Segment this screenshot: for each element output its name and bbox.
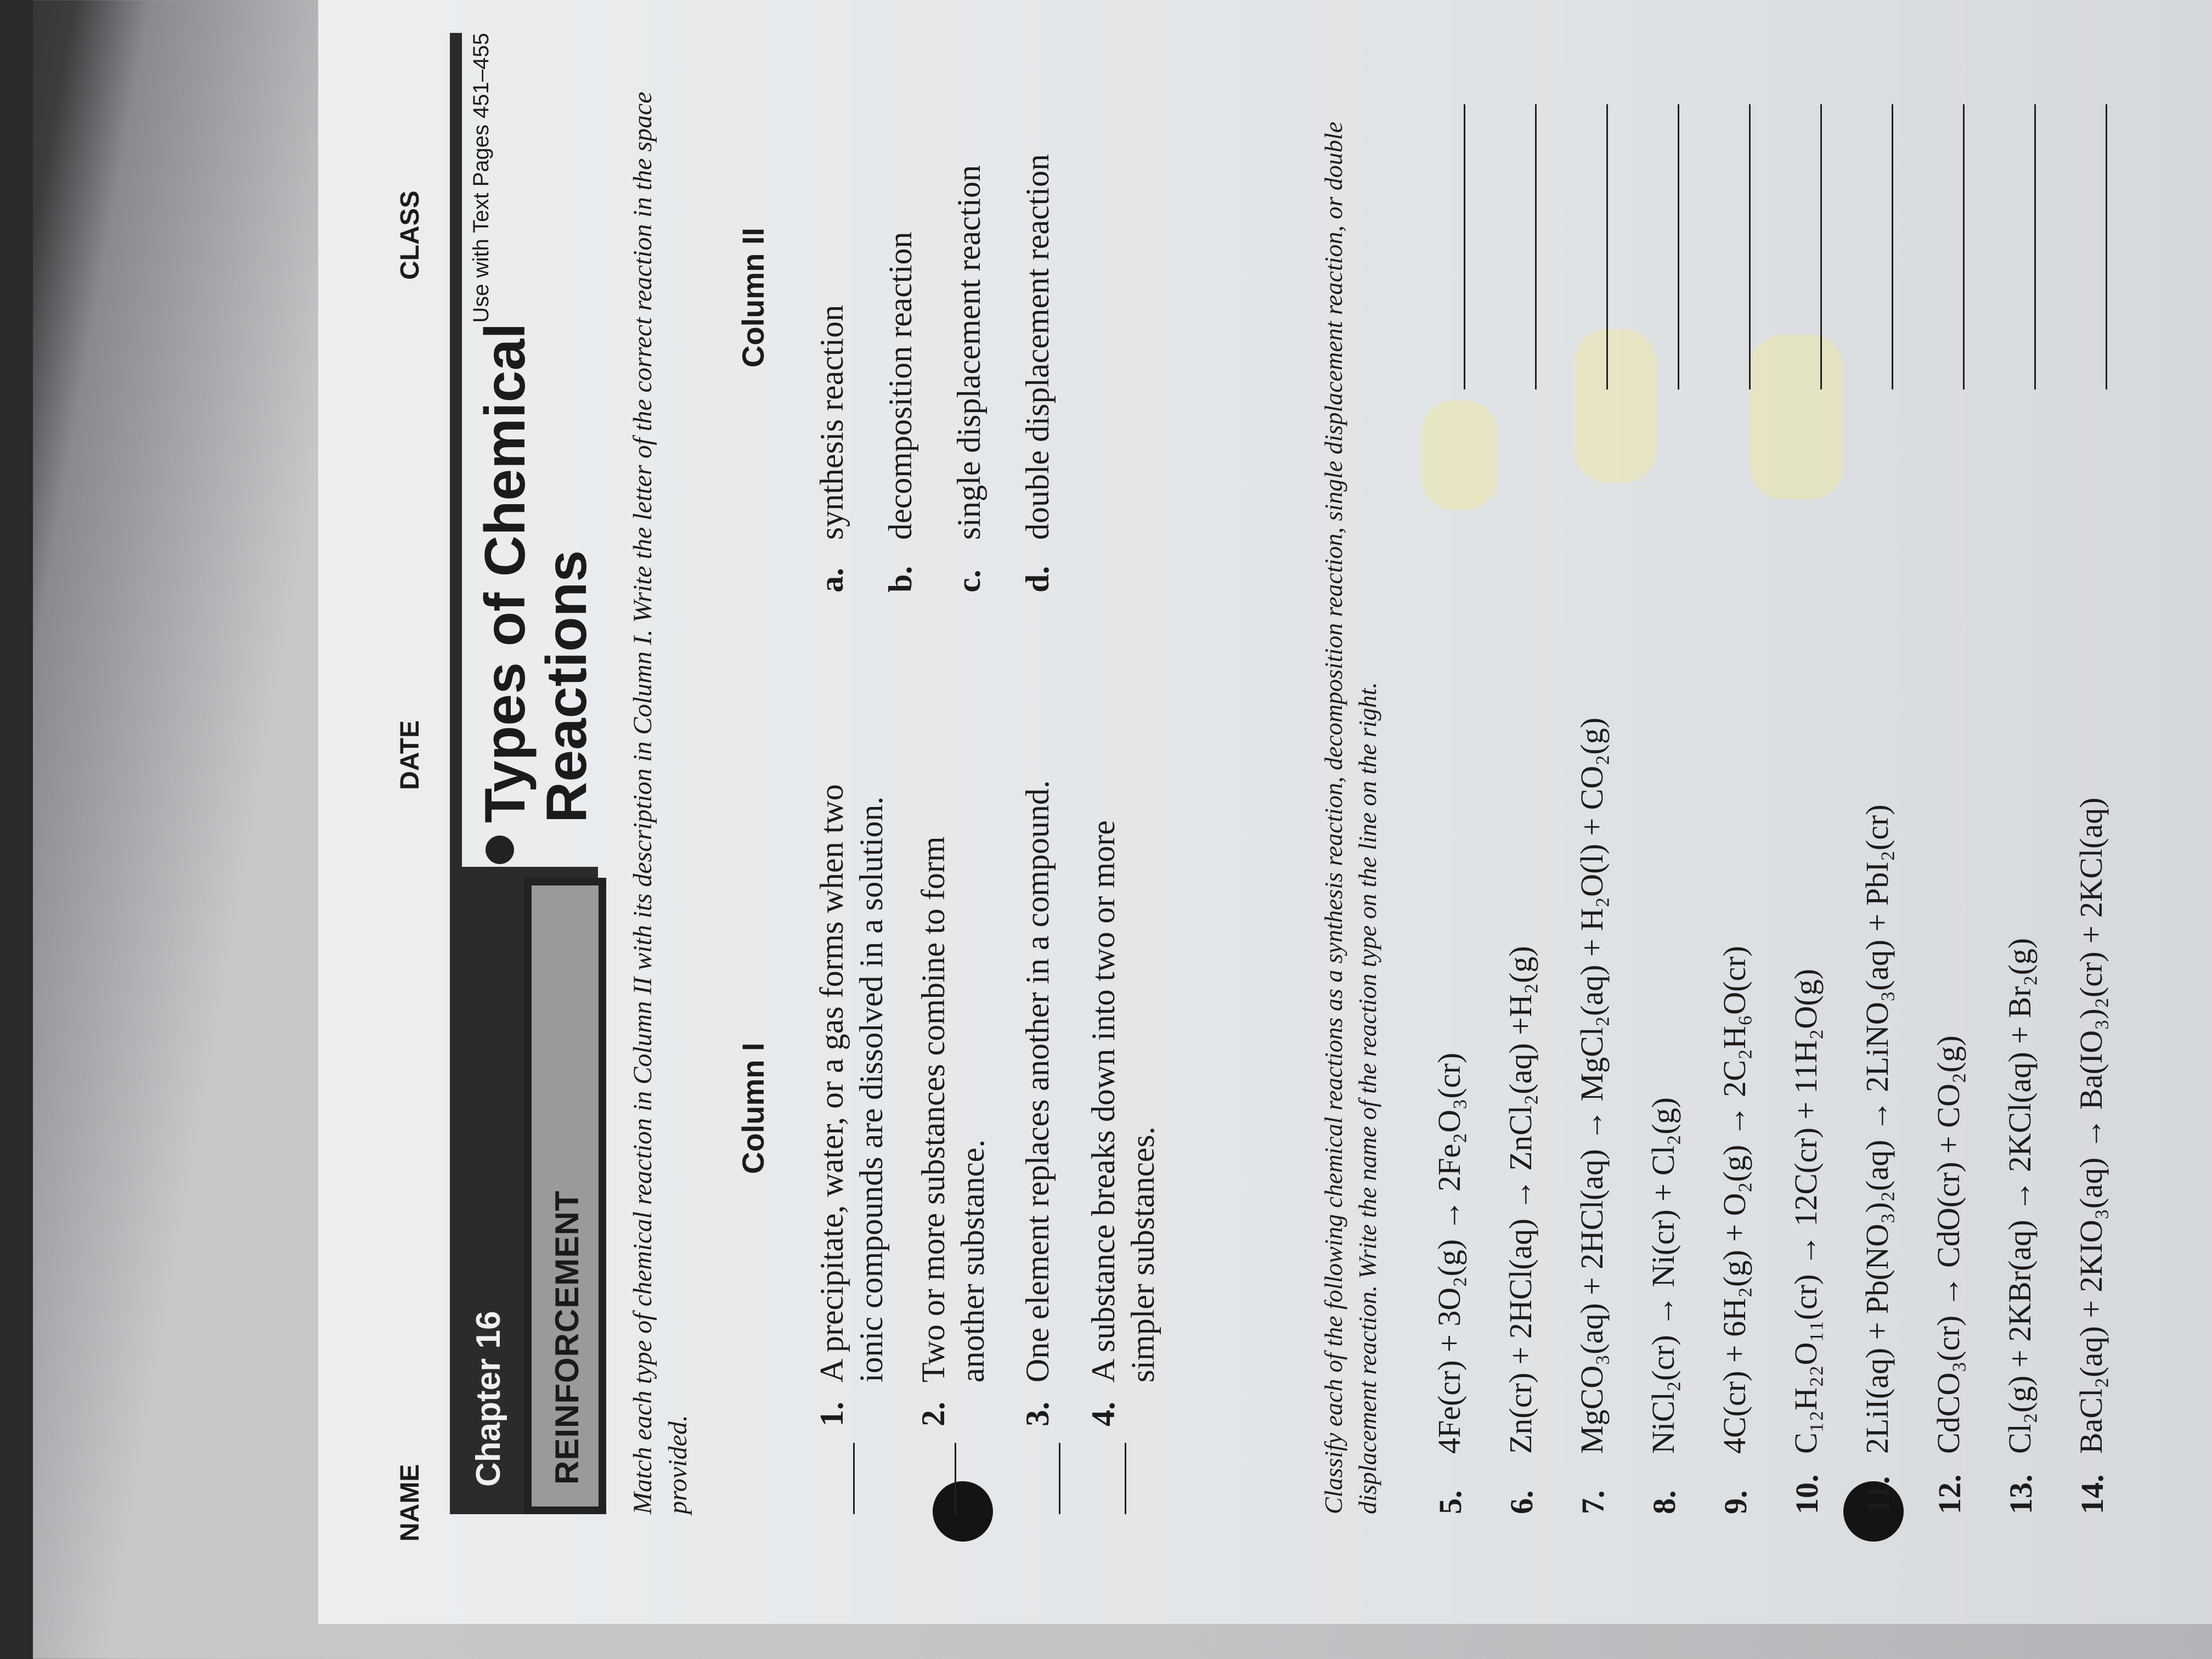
answer-line-8[interactable]	[1678, 104, 1679, 390]
equation-row-12: 12. CdCO₃(cr) → CdO(cr) + CO₂(g)	[1920, 33, 1980, 1514]
column-ii-header: Column II	[736, 227, 770, 368]
equation-row-10: 10. C₁₂H₂₂O₁₁(cr) → 12C(cr) + 11H₂O(g)	[1778, 33, 1838, 1514]
choice-d: d.double displacement reaction	[1019, 154, 1056, 592]
choice-c: c.single displacement reaction	[951, 165, 987, 592]
column-i-item-3: 3.One element replaces another in a compound.	[1019, 780, 1056, 1426]
answer-line-7[interactable]	[1606, 104, 1608, 390]
answer-blank-4[interactable]	[1125, 1443, 1126, 1514]
answer-blank-2[interactable]	[955, 1443, 956, 1514]
equation-row-5: 5. 4Fe(cr) + 3O₂(g) → 2Fe₂O₃(cr)	[1421, 33, 1481, 1514]
worksheet-page	[318, 0, 2212, 1624]
answer-line-10[interactable]	[1820, 104, 1822, 390]
column-i-header: Column I	[736, 1042, 770, 1174]
equation-row-14: 14. BaCl₂(aq) + 2KIO₃(aq) → Ba(IO₃)₂(cr) + 2KCl(aq)	[2063, 33, 2123, 1514]
choice-a: a.synthesis reaction	[814, 304, 850, 592]
title-line-1: Types of Chemical	[473, 323, 537, 823]
column-i-item-2: 2.Two or more substances combine to form another substance.	[915, 836, 991, 1426]
equation-row-6: 6. Zn(cr) + 2HCl(aq) → ZnCl₂(aq) +H₂(g)	[1492, 33, 1553, 1514]
answer-line-12[interactable]	[1963, 104, 1965, 390]
equation-row-13: 13. Cl₂(g) + 2KBr(aq) → 2KCl(aq) + Br₂(g)	[1991, 33, 2052, 1514]
answer-line-9[interactable]	[1749, 104, 1751, 390]
name-label: NAME	[396, 1464, 425, 1542]
title-rule	[450, 33, 462, 867]
equation-row-9: 9. 4C(cr) + 6H₂(g) + O₂(g) → 2C₂H₆O(cr)	[1706, 33, 1767, 1514]
equation-row-8: 8. NiCl₂(cr) → Ni(cr) + Cl₂(g)	[1635, 33, 1695, 1514]
header-fields	[395, 49, 428, 1542]
punch-hole	[933, 1481, 993, 1542]
answer-line-6[interactable]	[1535, 104, 1537, 390]
column-i-item-4: 4.A substance breaks down into two or more simpler substances.	[1085, 820, 1161, 1426]
section-label: REINFORCEMENT	[549, 1190, 585, 1485]
answer-line-11[interactable]	[1892, 104, 1893, 390]
column-i-item-1: 1.A precipitate, water, or a gas forms when two ionic compounds are dissolved in a solution.	[814, 784, 889, 1426]
class-label: CLASS	[396, 190, 425, 280]
chapter-label: Chapter 16	[470, 1311, 507, 1487]
page-reference: Use with Text Pages 451–455	[469, 33, 493, 323]
equation-row-7: 7. MgCO₃(aq) + 2HCl(aq) → MgCl₂(aq) + H₂O(l) + CO₂(g)	[1564, 33, 1624, 1514]
part1-instructions: Match each type of chemical reaction in Column II with its description in Column I. Write the letter of the correct reaction in the space provided.	[628, 92, 692, 1514]
date-label: DATE	[396, 720, 425, 790]
answer-blank-1[interactable]	[853, 1443, 855, 1514]
answer-line-13[interactable]	[2034, 104, 2036, 390]
page-title	[475, 323, 597, 823]
title-line-2: Reactions	[535, 550, 599, 823]
bullet-icon	[486, 836, 514, 864]
section-badge	[524, 878, 606, 1514]
part2-instructions: Classify each of the following chemical reactions as a synthesis reaction, decomposition reaction, single displacement reaction, or double displacement reaction. Write the name of the reaction type on the line on the right.	[1319, 121, 1381, 1514]
choice-b: b.decomposition reaction	[882, 232, 918, 592]
equation-row-11: 11. 2LiI(aq) + Pb(NO₃)₂(aq) → 2LiNO₃(aq) + PbI₂(cr)	[1849, 33, 1909, 1514]
answer-line-5[interactable]	[1464, 104, 1465, 390]
answer-line-14[interactable]	[2106, 104, 2107, 390]
answer-blank-3[interactable]	[1059, 1443, 1060, 1514]
